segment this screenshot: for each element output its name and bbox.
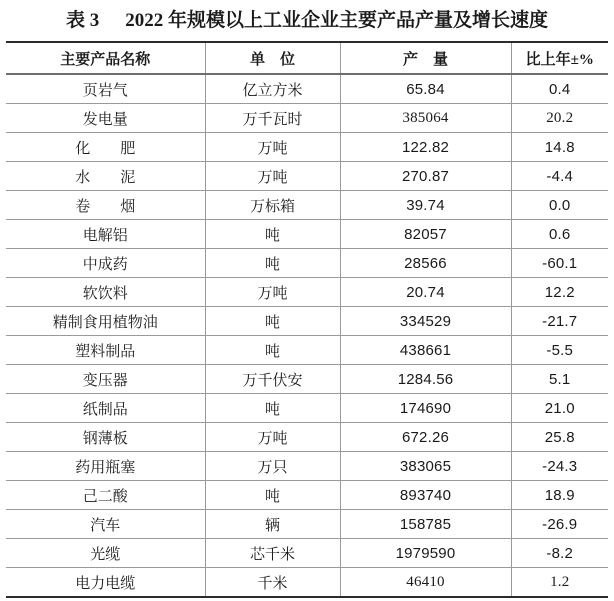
product-name-cell: 卷 烟	[6, 191, 205, 220]
unit-cell: 万吨	[205, 423, 340, 452]
unit-cell: 吨	[205, 220, 340, 249]
output-value-cell: 28566	[340, 249, 511, 278]
table-row	[6, 220, 608, 249]
output-value-cell: 893740	[340, 481, 511, 510]
unit-cell: 辆	[205, 510, 340, 539]
change-percent-cell: -5.5	[511, 336, 608, 365]
change-percent-cell: 0.4	[511, 74, 608, 104]
table-body	[6, 74, 608, 597]
output-value-cell: 82057	[340, 220, 511, 249]
product-name-cell: 药用瓶塞	[6, 452, 205, 481]
change-percent-cell: -21.7	[511, 307, 608, 336]
unit-cell: 亿立方米	[205, 74, 340, 104]
product-name-cell: 发电量	[6, 104, 205, 133]
table-row	[6, 452, 608, 481]
product-name-cell: 己二酸	[6, 481, 205, 510]
table-row	[6, 133, 608, 162]
change-percent-cell: 25.8	[511, 423, 608, 452]
change-percent-cell: -4.4	[511, 162, 608, 191]
output-value-cell: 438661	[340, 336, 511, 365]
change-percent-cell: 14.8	[511, 133, 608, 162]
table-header-row	[6, 42, 608, 74]
table-row	[6, 249, 608, 278]
product-name-cell: 软饮料	[6, 278, 205, 307]
output-value-cell: 672.26	[340, 423, 511, 452]
change-percent-cell: 18.9	[511, 481, 608, 510]
product-name-cell: 纸制品	[6, 394, 205, 423]
output-value-cell: 46410	[340, 568, 511, 598]
product-name-cell: 变压器	[6, 365, 205, 394]
header-unit: 单 位	[205, 42, 340, 74]
output-value-cell: 385064	[340, 104, 511, 133]
output-value-cell: 65.84	[340, 74, 511, 104]
header-output: 产 量	[340, 42, 511, 74]
change-percent-cell: -26.9	[511, 510, 608, 539]
product-name-cell: 精制食用植物油	[6, 307, 205, 336]
table-row	[6, 510, 608, 539]
product-name-cell: 中成药	[6, 249, 205, 278]
table-row	[6, 162, 608, 191]
table-row	[6, 481, 608, 510]
table-row	[6, 336, 608, 365]
output-value-cell: 39.74	[340, 191, 511, 220]
table-row	[6, 104, 608, 133]
product-name-cell: 电力电缆	[6, 568, 205, 598]
table-row	[6, 365, 608, 394]
unit-cell: 万吨	[205, 278, 340, 307]
unit-cell: 千米	[205, 568, 340, 598]
table-row	[6, 74, 608, 104]
products-table	[6, 41, 608, 598]
table-row	[6, 539, 608, 568]
output-value-cell: 383065	[340, 452, 511, 481]
change-percent-cell: 12.2	[511, 278, 608, 307]
output-value-cell: 270.87	[340, 162, 511, 191]
product-name-cell: 页岩气	[6, 74, 205, 104]
unit-cell: 万吨	[205, 162, 340, 191]
header-change-percent: 比上年±%	[511, 42, 608, 74]
table-row	[6, 191, 608, 220]
product-name-cell: 钢薄板	[6, 423, 205, 452]
table-title-text: 2022 年规模以上工业企业主要产品产量及增长速度	[125, 10, 549, 31]
unit-cell: 吨	[205, 394, 340, 423]
change-percent-cell: 5.1	[511, 365, 608, 394]
product-name-cell: 塑料制品	[6, 336, 205, 365]
unit-cell: 万标箱	[205, 191, 340, 220]
output-value-cell: 1284.56	[340, 365, 511, 394]
output-value-cell: 20.74	[340, 278, 511, 307]
product-name-cell: 光缆	[6, 539, 205, 568]
unit-cell: 吨	[205, 307, 340, 336]
unit-cell: 吨	[205, 249, 340, 278]
unit-cell: 万千伏安	[205, 365, 340, 394]
change-percent-cell: 0.6	[511, 220, 608, 249]
output-value-cell: 122.82	[340, 133, 511, 162]
change-percent-cell: 0.0	[511, 191, 608, 220]
unit-cell: 万只	[205, 452, 340, 481]
change-percent-cell: 1.2	[550, 573, 570, 590]
output-value-cell: 334529	[340, 307, 511, 336]
unit-cell: 吨	[205, 336, 340, 365]
header-product-name: 主要产品名称	[6, 42, 205, 74]
table-row	[6, 278, 608, 307]
product-name-cell: 化 肥	[6, 133, 205, 162]
unit-cell: 万千瓦时	[205, 104, 340, 133]
change-percent-cell: -60.1	[511, 249, 608, 278]
table-title	[0, 0, 614, 33]
output-value-cell: 158785	[340, 510, 511, 539]
output-value-cell: 1979590	[340, 539, 511, 568]
unit-cell: 芯千米	[205, 539, 340, 568]
product-name-cell: 电解铝	[6, 220, 205, 249]
change-percent-cell: 20.2	[511, 104, 608, 133]
output-value-cell: 174690	[340, 394, 511, 423]
unit-cell: 吨	[205, 481, 340, 510]
change-percent-cell: 21.0	[511, 394, 608, 423]
product-name-cell: 水 泥	[6, 162, 205, 191]
table-row	[6, 394, 608, 423]
change-percent-cell: -24.3	[511, 452, 608, 481]
table-row	[6, 423, 608, 452]
unit-cell: 万吨	[205, 133, 340, 162]
change-percent-cell: -8.2	[511, 539, 608, 568]
table-number: 表 3	[65, 10, 100, 31]
product-name-cell: 汽车	[6, 510, 205, 539]
table-row	[6, 568, 608, 598]
table-row	[6, 307, 608, 336]
